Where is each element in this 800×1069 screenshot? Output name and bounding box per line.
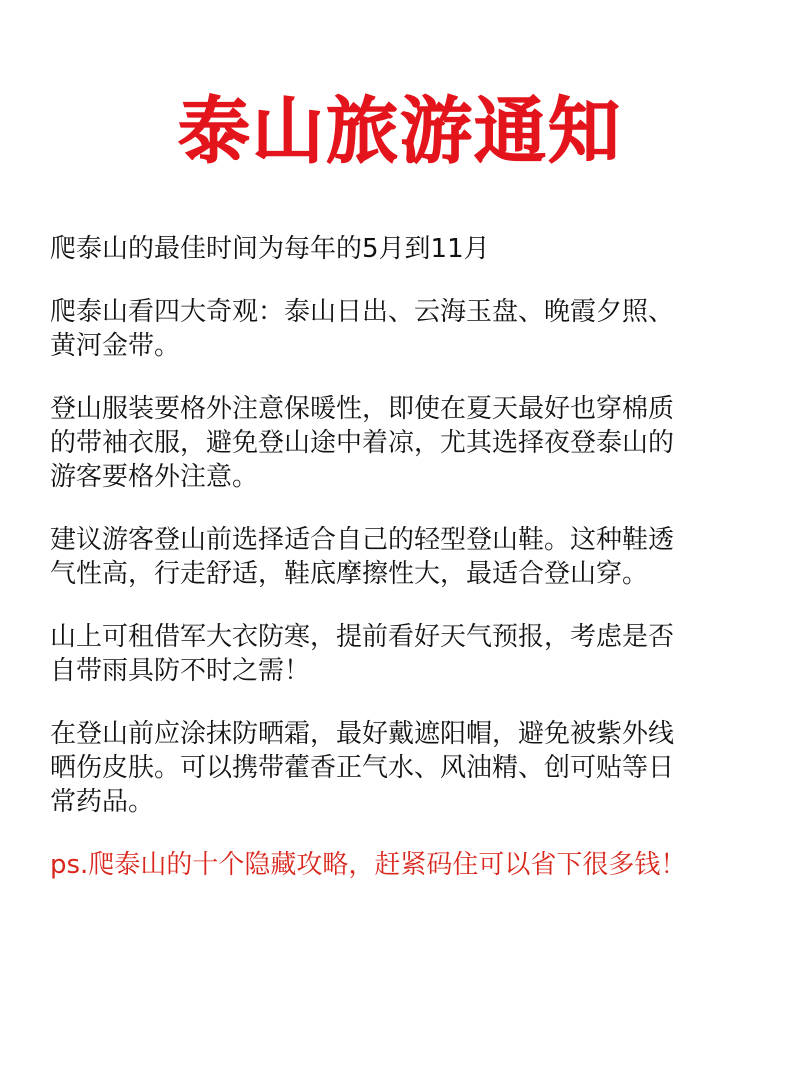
paragraph-coat-rain: 山上可租借军大衣防寒，提前看好天气预报，考虑是否 自带雨具防不时之需！ [50, 622, 675, 686]
page-title: 泰山旅游通知 [177, 89, 622, 173]
notice-content [50, 232, 762, 911]
paragraph-shoes: 建议游客登山前选择适合自己的轻型登山鞋。这种鞋透 气性高，行走舒适，鞋底摩擦性大，最适合登山穿。 [50, 525, 675, 589]
paragraph-four-wonders: 爬泰山看四大奇观：泰山日出、云海玉盘、晚霞夕照、 黄河金带。 [50, 297, 675, 361]
paragraph-clothing: 登山服装要格外注意保暖性，即使在夏天最好也穿棉质 的带袖衣服，避免登山途中着凉，尤其选择夜登泰山的 游客要格外注意。 [50, 394, 675, 492]
paragraph-best-time: 爬泰山的最佳时间为每年的5月到11月 [50, 234, 490, 264]
paragraph-sun-medicine: 在登山前应涂抹防晒霜，最好戴遮阳帽，避免被紫外线 晒伤皮肤。可以携带藿香正气水、风油精、创可贴等日 常药品。 [50, 719, 675, 817]
ps-note: ps.爬泰山的十个隐藏攻略，赶紧码住可以省下很多钱！ [50, 850, 687, 880]
